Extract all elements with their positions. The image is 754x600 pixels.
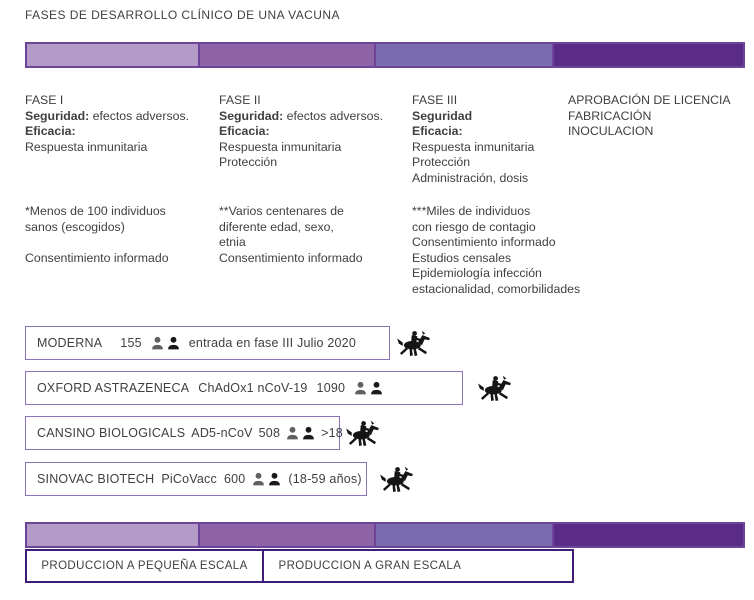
text-line: ***Miles de individuos (412, 204, 531, 218)
vaccine-row-moderna (25, 326, 432, 360)
vaccine-box-moderna (25, 326, 390, 360)
vaccine-row-sinovac (25, 462, 415, 496)
vaccine-note: >18 (321, 426, 343, 440)
person-icon (302, 426, 315, 440)
racehorse-jockey-icon (345, 418, 381, 448)
participants-icons (354, 381, 383, 395)
fase1-heading: FASE I (25, 93, 64, 107)
text-line (568, 109, 754, 125)
fase3-cohort-column (412, 204, 581, 298)
text-line (219, 155, 412, 171)
vaccine-name: SINOVAC BIOTECH (37, 472, 155, 486)
text-line: diferente edad, sexo, (219, 219, 334, 234)
text-line (412, 155, 568, 171)
fase2-segment (198, 524, 375, 546)
text-line (25, 109, 219, 125)
text-line (219, 124, 412, 140)
text-line: sanos (escogidos) (25, 219, 125, 234)
aprobacion-bar-segment (552, 44, 743, 66)
text: Respuesta inmunitaria (412, 139, 535, 154)
racehorse-jockey-icon (477, 373, 513, 403)
text-line: estacionalidad, comorbilidades (412, 281, 581, 296)
person-icon (354, 381, 367, 395)
participants-icons (252, 472, 281, 486)
production-large-scale-label: PRODUCCION A GRAN ESCALA (278, 560, 462, 572)
fase1-column (25, 93, 219, 187)
text-line: etnia (219, 235, 246, 250)
production-small-scale-box (25, 549, 264, 583)
text-line (412, 140, 568, 156)
aprobacion-segment (552, 524, 743, 546)
fase3-segment (374, 524, 552, 546)
text-line (412, 124, 568, 140)
text-line (219, 140, 412, 156)
fase1-bar-segment (27, 44, 198, 66)
fase2-heading: FASE II (219, 93, 261, 107)
person-icon (268, 472, 281, 486)
participants-icons (286, 426, 315, 440)
fase2-bar-segment (198, 44, 375, 66)
text-line: **Varios centenares de (219, 204, 344, 218)
text: Protección (412, 155, 471, 170)
fase3-heading: FASE III (412, 93, 458, 107)
bold-text: Seguridad: (25, 108, 90, 123)
page-title: FASES DE DESARROLLO CLÍNICO DE UNA VACUNA (25, 8, 340, 22)
fase1-cohort-column (25, 204, 219, 298)
text-line (412, 109, 568, 125)
cohort-descriptions (25, 204, 754, 298)
production-small-scale-label: PRODUCCION A PEQUEÑA ESCALA (41, 560, 248, 572)
bold-text: Seguridad: (219, 108, 284, 123)
bold-text: Eficacia: (25, 124, 76, 139)
fase1-segment (27, 524, 198, 546)
phases-timeline-bar-bottom (25, 522, 745, 548)
text: FABRICACIÓN (568, 108, 652, 123)
text-line: Consentimiento informado (25, 250, 169, 265)
fase3-column (412, 93, 568, 187)
text-line: Estudios censales (412, 250, 512, 265)
vaccine-box-cansino (25, 416, 343, 450)
text: efectos adversos. (89, 108, 190, 123)
aprobacion-heading: APROBACIÓN DE LICENCIA (568, 93, 731, 107)
participant-count: 508 (258, 426, 281, 440)
text-line (219, 109, 412, 125)
vaccine-box-sinovac (25, 462, 367, 496)
vaccine-note: (18-59 años) (288, 472, 362, 486)
participant-count: 155 (120, 336, 142, 350)
person-icon (151, 336, 164, 350)
fase2-column (219, 93, 412, 187)
vaccine-row-oxford-astrazeneca (25, 371, 513, 405)
text-line: Epidemiología infección (412, 266, 542, 281)
text: Administración, dosis (412, 170, 529, 185)
text-line (25, 124, 219, 140)
participant-count: 600 (223, 472, 246, 486)
racehorse-jockey-icon (379, 464, 415, 494)
text: Respuesta inmunitaria (219, 139, 342, 154)
bold-text: Eficacia: (412, 124, 463, 139)
person-icon (370, 381, 383, 395)
vaccine-code: ChAdOx1 nCoV-19 (198, 381, 308, 395)
text-line: Consentimiento informado (219, 250, 363, 265)
aprobacion-column (568, 93, 754, 187)
vaccine-name: CANSINO BIOLOGICALS (37, 426, 186, 440)
text: efectos adversos. (283, 108, 384, 123)
text-line (568, 124, 754, 140)
vaccine-name: MODERNA (37, 336, 103, 350)
participant-count: 1090 (316, 381, 346, 395)
phases-timeline-bar-top (25, 42, 745, 68)
text-line: con riesgo de contagio (412, 219, 536, 234)
production-scale-row (25, 549, 574, 583)
person-icon (252, 472, 265, 486)
text-line (25, 140, 219, 156)
phase-descriptions (25, 93, 754, 187)
vaccine-code: PiCoVacc (161, 472, 217, 486)
bold-text: Eficacia: (219, 124, 270, 139)
racehorse-jockey-icon (396, 328, 432, 358)
text: Protección (219, 155, 278, 170)
bold-text: Seguridad (412, 108, 473, 123)
person-icon (286, 426, 299, 440)
person-icon (167, 336, 180, 350)
vaccine-row-cansino (25, 416, 381, 450)
text: INOCULACION (568, 124, 654, 139)
participants-icons (151, 336, 180, 350)
text-line: *Menos de 100 individuos (25, 204, 166, 218)
text-line: Consentimiento informado (412, 235, 556, 250)
text-line (412, 171, 568, 187)
text: Respuesta inmunitaria (25, 139, 148, 154)
production-large-scale-box (262, 549, 574, 583)
vaccine-name: OXFORD ASTRAZENECA (37, 381, 190, 395)
vaccine-box-oxford (25, 371, 463, 405)
vaccine-code: AD5-nCoV (191, 426, 253, 440)
vaccine-note: entrada en fase III Julio 2020 (188, 336, 356, 350)
text-line (25, 235, 219, 251)
fase3-bar-segment (374, 44, 552, 66)
fase2-cohort-column (219, 204, 412, 298)
